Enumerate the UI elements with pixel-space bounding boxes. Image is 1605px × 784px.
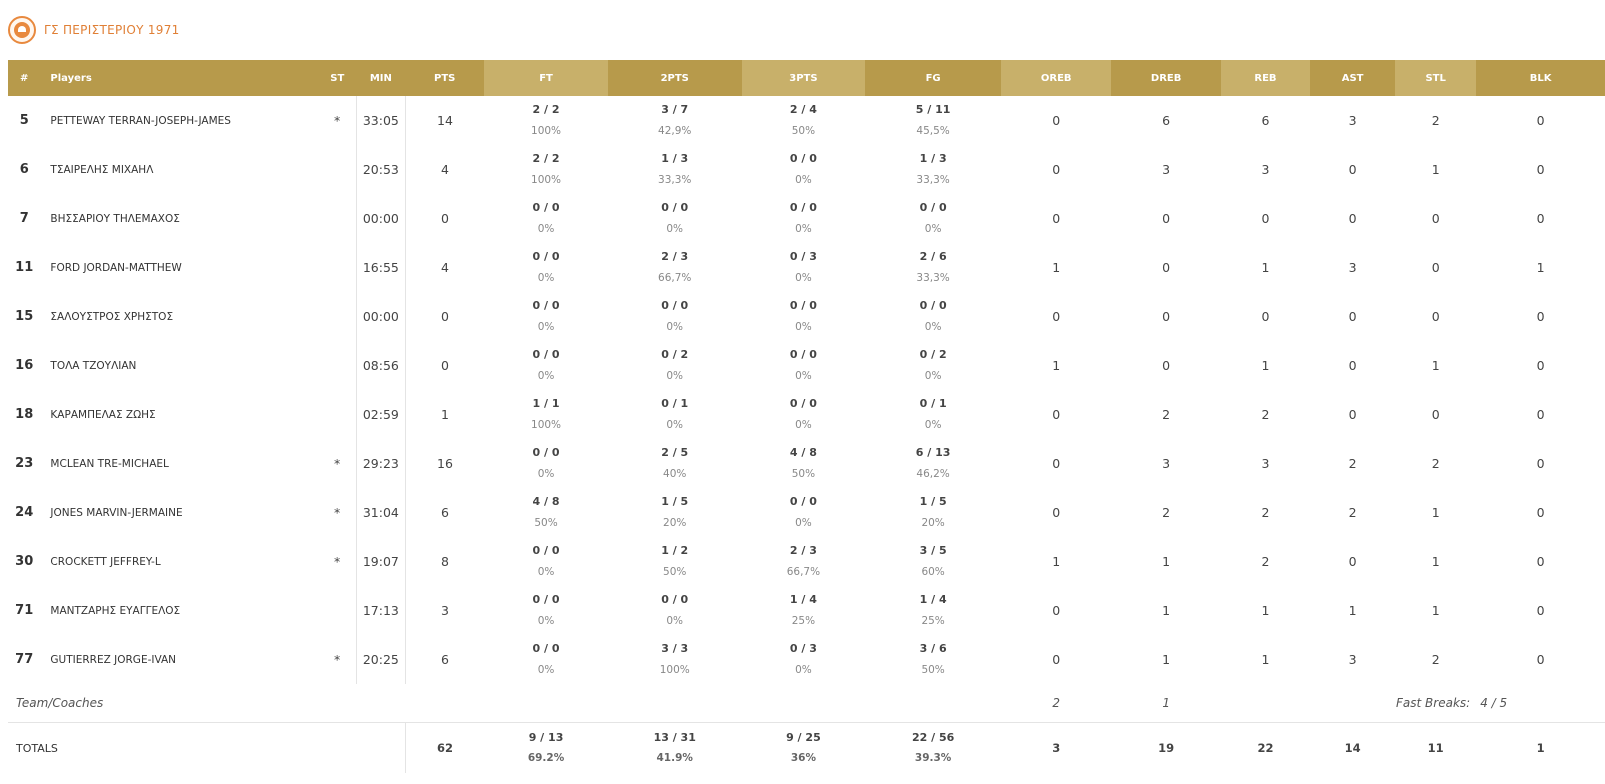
player-name-link[interactable]: PETTEWAY TERRAN-JOSEPH-JAMES [50,114,231,127]
player-dreb: 1 [1162,652,1171,667]
player-pts: 4 [440,260,449,275]
col-header-blk: BLK [1476,60,1605,96]
player-reb: 0 [1261,309,1270,324]
totals-reb: 22 [1221,723,1310,774]
player-fg: 0 / 1 0% [919,397,947,431]
player-min: 20:53 [357,145,406,194]
player-starter-mark [318,194,357,243]
player-stl: 0 [1431,260,1440,275]
player-3pts: 0 / 0 0% [789,348,817,382]
player-2pts: 1 / 2 50% [661,544,689,578]
player-fg: 0 / 0 0% [919,201,947,235]
totals-pts: 62 [405,723,484,774]
col-header-ast: AST [1310,60,1395,96]
player-oreb: 0 [1052,456,1061,471]
col-header-st: ST [318,60,357,96]
player-ast: 0 [1348,309,1357,324]
player-reb: 2 [1261,407,1270,422]
player-ast: 3 [1348,113,1357,128]
player-pts: 16 [437,456,453,471]
player-name-link[interactable]: GUTIERREZ JORGE-IVAN [50,653,177,666]
player-row [8,145,1605,194]
player-number: 6 [19,162,29,177]
player-oreb: 0 [1052,113,1061,128]
col-header-reb: REB [1221,60,1310,96]
player-row [8,194,1605,243]
player-oreb: 0 [1052,211,1061,226]
player-name-link[interactable]: ΜΑΝΤΖΑΡΗΣ ΕΥΑΓΓΕΛΟΣ [50,604,181,617]
player-stl: 1 [1431,162,1440,177]
player-pts: 14 [437,113,453,128]
player-ast: 0 [1348,358,1357,373]
player-fg: 1 / 4 25% [919,593,947,627]
player-row [8,537,1605,586]
player-ft: 0 / 0 0% [532,544,560,578]
player-stl: 2 [1431,456,1440,471]
player-fg: 0 / 0 0% [919,299,947,333]
player-fg: 2 / 6 33,3% [916,250,950,284]
player-oreb: 1 [1052,358,1061,373]
player-name-link[interactable]: ΚΑΡΑΜΠΕΛΑΣ ΖΩΗΣ [50,408,156,421]
player-name-link[interactable]: ΤΟΛΑ ΤΖΟΥΛΙΑΝ [50,359,137,372]
player-2pts: 0 / 0 0% [661,593,689,627]
player-number: 7 [19,211,29,226]
player-min: 29:23 [357,439,406,488]
player-2pts: 1 / 5 20% [661,495,689,529]
team-name[interactable]: ΓΣ ΠΕΡΙΣΤΕΡΙΟΥ 1971 [44,23,180,37]
player-3pts: 0 / 0 0% [789,397,817,431]
player-oreb: 0 [1052,652,1061,667]
player-row [8,243,1605,292]
col-header-ft: FT [484,60,608,96]
player-min: 08:56 [357,341,406,390]
player-3pts: 4 / 8 50% [789,446,817,480]
player-dreb: 2 [1162,407,1171,422]
player-ast: 3 [1348,652,1357,667]
col-header-oreb: OREB [1001,60,1111,96]
player-number: 30 [15,554,34,569]
player-name-link[interactable]: ΣΑΛΟΥΣΤΡΟΣ ΧΡΗΣΤΟΣ [50,310,174,323]
player-number: 18 [15,407,34,422]
player-stl: 2 [1431,113,1440,128]
col-header-min: MIN [357,60,406,96]
player-reb: 2 [1261,554,1270,569]
player-blk: 1 [1536,260,1545,275]
player-2pts: 2 / 3 66,7% [658,250,692,284]
player-3pts: 1 / 4 25% [789,593,817,627]
player-3pts: 0 / 0 0% [789,299,817,333]
player-ft: 0 / 0 0% [532,642,560,676]
player-blk: 0 [1536,505,1545,520]
player-blk: 0 [1536,309,1545,324]
player-reb: 1 [1261,358,1270,373]
player-starter-mark: * [318,439,357,488]
player-row [8,439,1605,488]
player-starter-mark [318,586,357,635]
player-ft: 0 / 0 0% [532,201,560,235]
player-number: 5 [19,113,29,128]
player-row [8,341,1605,390]
player-name-link[interactable]: JONES MARVIN-JERMAINE [50,506,183,519]
player-pts: 6 [440,652,449,667]
player-3pts: 2 / 4 50% [789,103,817,137]
player-ft: 0 / 0 0% [532,250,560,284]
player-number: 15 [15,309,34,324]
player-dreb: 3 [1162,456,1171,471]
player-pts: 4 [440,162,449,177]
player-2pts: 0 / 2 0% [661,348,689,382]
player-dreb: 0 [1162,358,1171,373]
col-header-dreb: DREB [1111,60,1220,96]
player-number: 24 [15,505,34,520]
totals-ast: 14 [1310,723,1395,774]
player-dreb: 1 [1162,554,1171,569]
team-coaches-row [8,684,1605,723]
player-ast: 2 [1348,456,1357,471]
player-fg: 1 / 5 20% [919,495,947,529]
player-blk: 0 [1536,603,1545,618]
player-blk: 0 [1536,554,1545,569]
player-starter-mark: * [318,635,357,684]
player-pts: 0 [440,358,449,373]
player-2pts: 2 / 5 40% [661,446,689,480]
col-header-players: Players [40,60,318,96]
player-min: 00:00 [357,194,406,243]
player-row [8,390,1605,439]
player-min: 02:59 [357,390,406,439]
team-header [0,0,1605,60]
player-number: 23 [15,456,34,471]
player-oreb: 1 [1052,554,1061,569]
player-stl: 2 [1431,652,1440,667]
totals-dreb: 19 [1111,723,1220,774]
player-ast: 3 [1348,260,1357,275]
player-min: 00:00 [357,292,406,341]
player-oreb: 0 [1052,603,1061,618]
team-oreb: 2 [1052,696,1061,710]
player-fg: 1 / 3 33,3% [916,152,950,186]
player-fg: 6 / 13 46,2% [915,446,951,480]
player-reb: 6 [1261,113,1270,128]
player-pts: 3 [440,603,449,618]
totals-blk: 1 [1476,723,1605,774]
player-blk: 0 [1536,211,1545,226]
player-starter-mark [318,145,357,194]
player-stl: 0 [1431,211,1440,226]
player-name-link[interactable]: MCLEAN TRE-MICHAEL [50,457,169,470]
player-ft: 4 / 8 50% [532,495,560,529]
team-logo-icon [8,16,36,44]
player-3pts: 0 / 0 0% [789,152,817,186]
player-dreb: 0 [1162,260,1171,275]
player-ast: 2 [1348,505,1357,520]
player-2pts: 1 / 3 33,3% [658,152,692,186]
player-dreb: 0 [1162,309,1171,324]
player-name-link[interactable]: ΤΣΑΙΡΕΛΗΣ ΜΙΧΑΗΛ [50,163,154,176]
totals-label: TOTALS [8,723,405,774]
totals-fg: 22 / 56 39.3% [865,723,1001,774]
player-2pts: 0 / 1 0% [661,397,689,431]
player-3pts: 2 / 3 66,7% [786,544,821,578]
player-ft: 0 / 0 0% [532,348,560,382]
player-reb: 1 [1261,652,1270,667]
player-dreb: 2 [1162,505,1171,520]
player-reb: 3 [1261,456,1270,471]
player-min: 33:05 [357,96,406,145]
player-stl: 1 [1431,603,1440,618]
player-stl: 0 [1431,407,1440,422]
player-row [8,292,1605,341]
totals-row [8,723,1605,774]
player-3pts: 0 / 0 0% [789,201,817,235]
player-ft: 0 / 0 0% [532,446,560,480]
player-ft: 2 / 2 100% [531,103,562,137]
player-blk: 0 [1536,113,1545,128]
col-header-stl: STL [1395,60,1476,96]
header-row [8,60,1605,96]
player-dreb: 1 [1162,603,1171,618]
player-blk: 0 [1536,652,1545,667]
player-ast: 1 [1348,603,1357,618]
player-starter-mark [318,390,357,439]
player-stl: 0 [1431,309,1440,324]
player-3pts: 0 / 0 0% [789,495,817,529]
col-header-2pts: 2PTS [608,60,742,96]
player-number: 71 [15,603,34,618]
player-fg: 0 / 2 0% [919,348,947,382]
player-min: 20:25 [357,635,406,684]
player-reb: 1 [1261,603,1270,618]
player-3pts: 0 / 3 0% [789,642,817,676]
player-reb: 0 [1261,211,1270,226]
player-oreb: 0 [1052,162,1061,177]
player-ast: 0 [1348,554,1357,569]
fast-breaks-value: 4 / 5 [1480,696,1508,710]
player-fg: 3 / 5 60% [919,544,947,578]
player-row [8,488,1605,537]
player-starter-mark: * [318,96,357,145]
totals-ft: 9 / 13 69.2% [484,723,608,774]
player-dreb: 3 [1162,162,1171,177]
player-starter-mark [318,243,357,292]
player-starter-mark [318,292,357,341]
player-ft: 0 / 0 0% [532,299,560,333]
player-name-link[interactable]: ΒΗΣΣΑΡΙΟΥ ΤΗΛΕΜΑΧΟΣ [50,212,180,225]
player-fg: 3 / 6 50% [919,642,947,676]
player-row [8,96,1605,145]
player-row [8,635,1605,684]
team-coaches-label: Team/Coaches [16,696,104,710]
player-dreb: 6 [1162,113,1171,128]
player-stl: 1 [1431,554,1440,569]
player-blk: 0 [1536,162,1545,177]
totals-3pts: 9 / 25 36% [742,723,866,774]
player-stl: 1 [1431,505,1440,520]
player-stl: 1 [1431,358,1440,373]
col-header-fg: FG [865,60,1001,96]
player-min: 16:55 [357,243,406,292]
player-starter-mark: * [318,537,357,586]
player-reb: 1 [1261,260,1270,275]
player-3pts: 0 / 3 0% [789,250,817,284]
player-pts: 6 [440,505,449,520]
player-ft: 2 / 2 100% [531,152,562,186]
player-number: 16 [15,358,34,373]
player-dreb: 0 [1162,211,1171,226]
team-dreb: 1 [1162,696,1170,710]
player-pts: 1 [440,407,449,422]
totals-oreb: 3 [1001,723,1111,774]
player-blk: 0 [1536,456,1545,471]
player-ast: 0 [1348,162,1357,177]
player-row [8,586,1605,635]
player-oreb: 0 [1052,407,1061,422]
player-2pts: 3 / 7 42,9% [658,103,692,137]
player-blk: 0 [1536,358,1545,373]
col-header-3pts: 3PTS [742,60,866,96]
player-ast: 0 [1348,211,1357,226]
player-reb: 3 [1261,162,1270,177]
player-2pts: 0 / 0 0% [661,299,689,333]
player-name-link[interactable]: FORD JORDAN-MATTHEW [50,261,182,274]
player-min: 19:07 [357,537,406,586]
player-pts: 8 [440,554,449,569]
player-ft: 1 / 1 100% [531,397,562,431]
player-fg: 5 / 11 45,5% [915,103,951,137]
player-number: 11 [15,260,34,275]
player-starter-mark: * [318,488,357,537]
player-oreb: 0 [1052,309,1061,324]
player-oreb: 0 [1052,505,1061,520]
boxscore-table [8,60,1605,773]
col-header-pts: PTS [405,60,484,96]
player-starter-mark [318,341,357,390]
totals-stl: 11 [1395,723,1476,774]
player-name-link[interactable]: CROCKETT JEFFREY-L [50,555,161,568]
player-2pts: 0 / 0 0% [661,201,689,235]
player-reb: 2 [1261,505,1270,520]
player-2pts: 3 / 3 100% [659,642,690,676]
player-blk: 0 [1536,407,1545,422]
col-header-num: # [8,60,40,96]
player-pts: 0 [440,309,449,324]
player-pts: 0 [440,211,449,226]
player-ast: 0 [1348,407,1357,422]
player-number: 77 [15,652,34,667]
totals-2pts: 13 / 31 41.9% [608,723,742,774]
player-min: 17:13 [357,586,406,635]
player-min: 31:04 [357,488,406,537]
player-oreb: 1 [1052,260,1061,275]
player-ft: 0 / 0 0% [532,593,560,627]
fast-breaks-label: Fast Breaks: [1396,696,1471,710]
